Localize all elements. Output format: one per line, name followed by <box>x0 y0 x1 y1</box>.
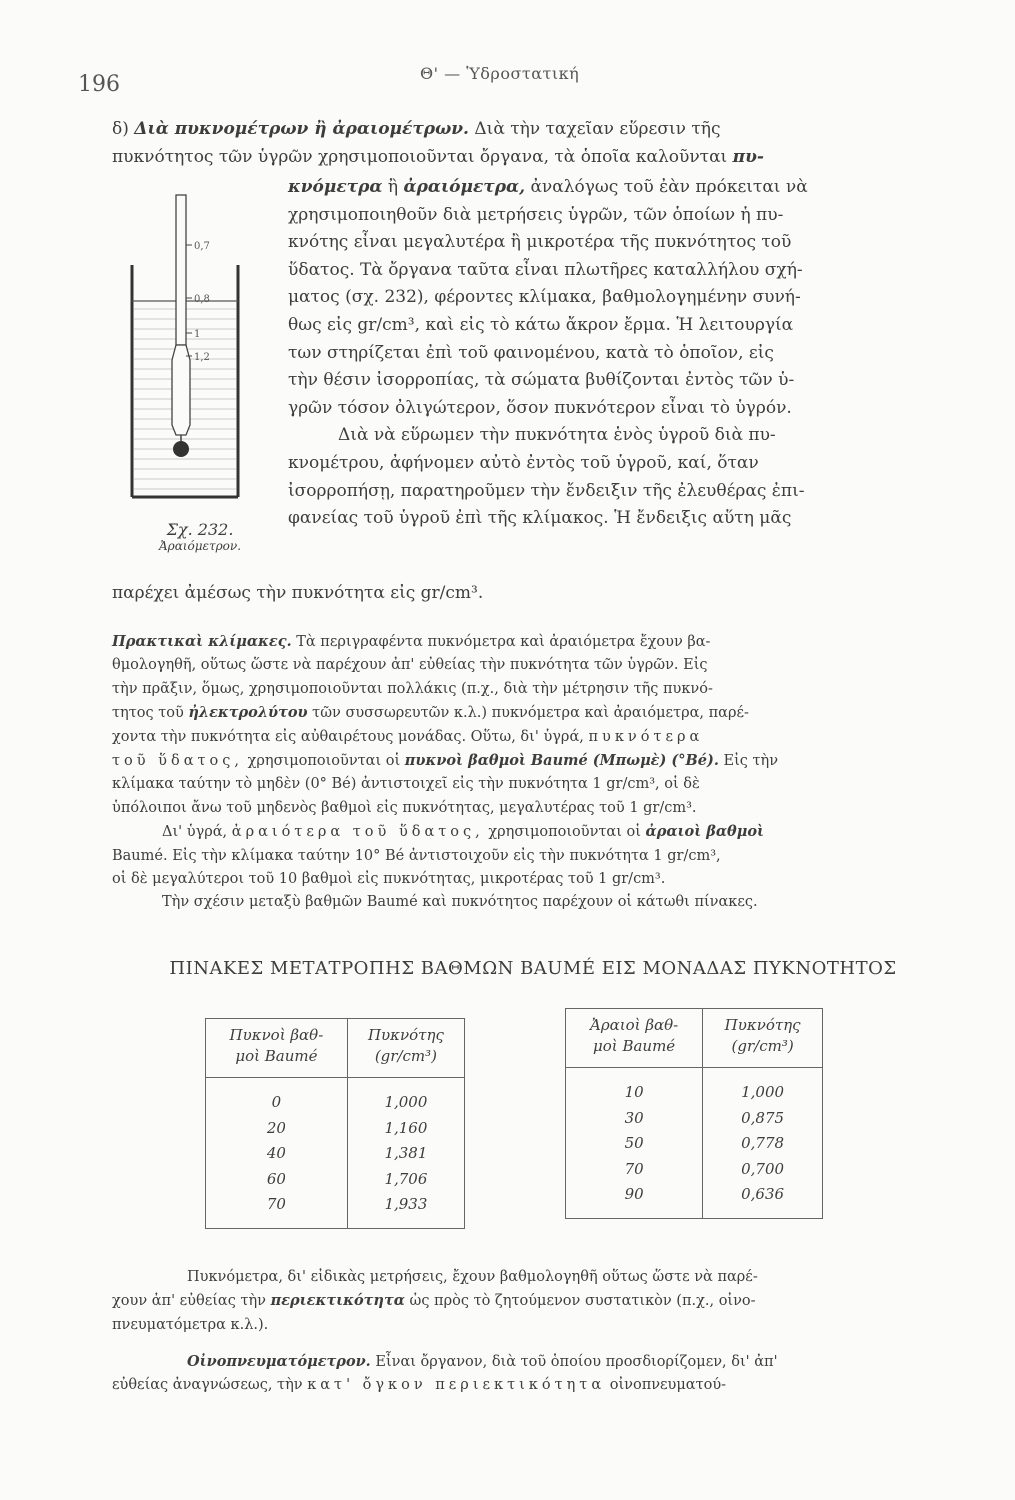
ballast-bulb <box>173 441 189 457</box>
scale-label: 1 <box>194 329 201 340</box>
practical-heading: Πρακτικαὶ κλίμακες. <box>112 633 292 650</box>
column-header: Ἀραιοὶ βαθ- μοὶ Baumé <box>566 1009 703 1068</box>
practical-scales-paragraph: Πρακτικαὶ κλίμακες. Τὰ περιγραφέντα πυκνόμετρα καὶ ἀραιόμετρα ἔχουν βα- θμολογηθῆ, οὕτως ὥστε νὰ παρέχουν ἀπ' εὐθείας τὴν πυκνότητα τῶν ὑγρῶν. Εἰς τὴν πρᾶξιν, ὅμως, χρησιμοποιοῦνται πολλάκις (π.χ., διὰ τὴν μέτρησιν τῆς πυκνό- τητος τοῦ ἠλεκτρολύτου τῶν συσσωρευτῶν κ.λ.) πυκνόμετρα καὶ ἀραιόμετρα, παρέ- χοντα τὴν πυκνότητα εἰς αὐθαιρέτους μονάδας. Οὕτω, δι' ὑγρά, πυκνότερα τοῦ ὕδατος, χρησιμοποιοῦνται οἱ πυκνοὶ βαθμοὶ Baumé (Μπωμὲ) (°Bé). Εἰς τὴν κλίμακα ταύτην τὸ μηδὲν (0° Bé) ἀντιστοιχεῖ εἰς τὴν πυκνότητα 1 gr/cm³, οἱ δὲ ὑπόλοιποι ἄνω τοῦ μηδενὸς βαθμοὶ εἰς πυκνότητας, μεγαλυτέρας τοῦ 1 gr/cm³. Δι' ὑγρά, ἀραιότερα τοῦ ὕδατος, χρησιμοποιοῦνται οἱ ἀραιοὶ βαθμοὶ Baumé. Εἰς τὴν κλίμακα ταύτην 10° Bé ἀντιστοιχοῦν εἰς τὴν πυκνότητα 1 gr/cm³, οἱ δὲ μεγαλύτεροι τοῦ 10 βαθμοὶ εἰς πυκνότητας, μικροτέρας τοῦ 1 gr/cm³. Τὴν σχέσιν μεταξὺ βαθμῶν Baumé καὶ πυκνότητος παρέχουν οἱ κάτωθι πίνακες. <box>112 633 779 911</box>
section-d-last-line: παρέχει ἀμέσως τὴν πυκνότητα εἰς gr/cm³. <box>112 583 484 603</box>
scale-label: 0,7 <box>194 241 210 252</box>
column-header: Πυκνοὶ βαθ- μοὶ Baumé <box>206 1019 348 1078</box>
table-row: 30 0,875 <box>566 1106 823 1132</box>
table-row: 60 1,706 <box>206 1167 465 1193</box>
light-baume-table <box>565 1008 823 1219</box>
alcoholometer-heading: Οἰνοπνευματόμετρον. <box>187 1353 371 1370</box>
table-row: 70 1,933 <box>206 1192 465 1228</box>
scale-label: 0,8 <box>194 294 210 305</box>
section-d-wrapped-text: κνόμετρα ἢ ἀραιόμετρα, ἀναλόγως τοῦ ἐὰν πρόκειται νὰ χρησιμοποιηθοῦν διὰ μετρήσεις ὑγρῶν, τῶν ὁποίων ἡ πυ- κνότης εἶναι μεγαλυτέρα ἢ μικροτέρα τῆς πυκνότητος τοῦ ὕδατος. Τὰ ὄργανα ταῦτα εἶναι πλωτῆρες καταλλήλου σχή- ματος (σχ. 232), φέροντες κλίμακα, βαθμολογημένην συνή- θως εἰς gr/cm³, καὶ εἰς τὸ κάτω ἄκρον ἔρμα. Ἡ λειτουργία των στηρίζεται ἐπὶ τοῦ φαινομένου, κατὰ τὸ ὁποῖον, εἰς τὴν θέσιν ἰσορροπίας, τὰ σώματα βυθίζονται ἐντὸς τῶν ὑ- γρῶν τόσον ὀλιγώτερον, ὅσον πυκνότερον εἶναι τὸ ὑγρόν. Διὰ νὰ εὕρωμεν τὴν πυκνότητα ἑνὸς ὑγροῦ διὰ πυ- κνομέτρου, ἀφήνομεν αὐτὸ ἐντὸς τοῦ ὑγροῦ, καί, ὅταν ἰσορροπήσῃ, παρατηροῦμεν τὴν ἔνδειξιν τῆς ἐλευθέρας ἐπι- φανείας τοῦ ὑγροῦ ἐπὶ τῆς κλίμακος. Ἡ ἔνδειξις αὕτη μᾶς <box>288 177 808 529</box>
scale-label: 1,2 <box>194 352 210 363</box>
dense-baume-table <box>205 1018 465 1229</box>
section-title: Διὰ πυκνομέτρων ἢ ἀραιομέτρων. <box>134 119 469 139</box>
column-header: Πυκνότης (gr/cm³) <box>703 1009 823 1068</box>
figure-name: Ἀραιόμετρον. <box>158 539 242 553</box>
pycnometers-paragraph: Πυκνόμετρα, δι' εἰδικὰς μετρήσεις, ἔχουν βαθμολογηθῆ οὕτως ὥστε νὰ παρέ- χουν ἀπ' εὐθείας τὴν περιεκτικότητα ὡς πρὸς τὸ ζητούμενον συστατικὸν (π.χ., οἰνο- πνευματόμετρα κ.λ.). <box>112 1269 758 1333</box>
table-row: 20 1,160 <box>206 1116 465 1142</box>
page-number: 196 <box>78 72 120 97</box>
table-row: 40 1,381 <box>206 1141 465 1167</box>
hydrometer-figure <box>110 185 270 555</box>
figure-number: Σχ. 232. <box>166 520 234 539</box>
table-row: 10 1,000 <box>566 1068 823 1106</box>
section-d-line2: πυκνότητος τῶν ὑγρῶν χρησιμοποιοῦνται ὄργανα, τὰ ὁποῖα καλοῦνται πυ- <box>112 147 764 167</box>
running-title: Θ' — Ὑδροστατική <box>420 64 580 83</box>
table-row: 50 0,778 <box>566 1131 823 1157</box>
table-header-row <box>566 1009 823 1068</box>
table-row: 0 1,000 <box>206 1078 465 1116</box>
table-header-row <box>206 1019 465 1078</box>
column-header: Πυκνότης (gr/cm³) <box>347 1019 464 1078</box>
alcoholometer-paragraph: Οἰνοπνευματόμετρον. Εἶναι ὄργανον, διὰ τοῦ ὁποίου προσδιορίζομεν, δι' ἀπ' εὐθείας ἀναγνώσεως, τὴν κατ' ὄγκον περιεκτικότητα οἰνοπνευματού- <box>112 1353 778 1394</box>
tables-title: ΠΙΝΑΚΕΣ ΜΕΤΑΤΡΟΠΗΣ ΒΑΘΜΩΝ BAUMÉ ΕΙΣ ΜΟΝΑΔΑΣ ΠΥΚΝΟΤΗΤΟΣ <box>169 958 897 979</box>
figure-caption <box>120 520 280 553</box>
section-d-line1: δ) Διὰ πυκνομέτρων ἢ ἀραιομέτρων. Διὰ τὴν ταχεῖαν εὕρεσιν τῆς <box>112 119 721 139</box>
table-row: 70 0,700 <box>566 1157 823 1183</box>
table-row: 90 0,636 <box>566 1182 823 1218</box>
